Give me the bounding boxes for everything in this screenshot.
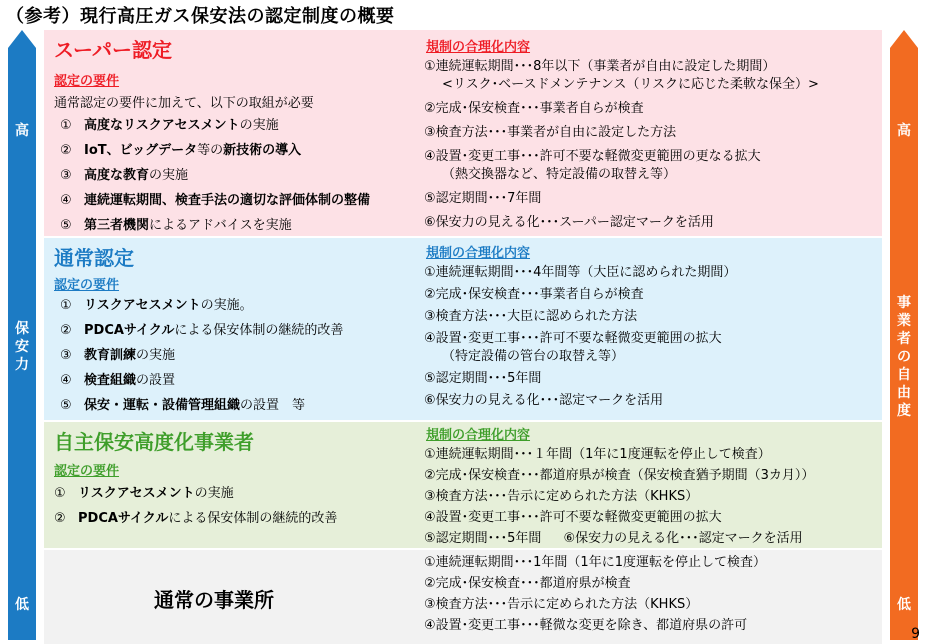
- list-item: ⑤ 第三者機関によるアドバイスを実施: [60, 218, 292, 233]
- list-item: ②完成･保安検査･･･都道府県が検査: [424, 576, 631, 591]
- list-item: ① リスクアセスメントの実施。: [60, 298, 253, 313]
- list-item: ③ 高度な教育の実施: [60, 168, 189, 183]
- list-item: ②完成･保安検査･･･都道府県が検査（保安検査猶予期間（3カ月））: [424, 468, 815, 483]
- page-number: 9: [911, 626, 920, 642]
- super-req-heading: 認定の要件: [54, 74, 120, 89]
- list-item: ① リスクアセスメントの実施: [54, 486, 234, 501]
- super-reg-list: [424, 58, 819, 238]
- safety-power-label: 保 安 力: [15, 321, 29, 373]
- list-item: ②完成･保安検査･･･事業者自らが検査: [424, 101, 644, 116]
- list-item: ② IoT、ビッグデータ等の新技術の導入: [60, 143, 302, 158]
- list-item: ③検査方法･･･告示に定められた方法（KHKS）: [424, 597, 699, 612]
- safety-level-arrow: [8, 30, 36, 640]
- list-item: ③検査方法･･･大臣に認められた方法: [424, 309, 638, 324]
- voluntary-title: 自主保安高度化事業者: [54, 430, 254, 454]
- list-item: ⑥保安力の見える化･･･スーパー認定マークを活用: [424, 215, 714, 230]
- normal-certification-panel: [44, 238, 882, 420]
- super-title: スーパー認定: [54, 38, 172, 62]
- normal-title: 通常認定: [54, 246, 134, 270]
- freedom-label: 事 業 者 の 自 由 度: [897, 295, 911, 419]
- safety-high-label: 高: [15, 123, 29, 139]
- freedom-low-label: 低: [897, 597, 911, 613]
- list-item: ①連続運転期間･･･8年以下（事業者が自由に設定した期間） <リスク･ベースドメンテナンス（リスクに応じた柔軟な保全）>: [424, 59, 819, 92]
- freedom-high-label: 高: [897, 123, 911, 139]
- super-reg-heading: 規制の合理化内容: [426, 40, 531, 55]
- list-item: ② PDCAサイクルによる保安体制の継続的改善: [54, 511, 338, 526]
- list-item: ④設置･変更工事･･･許可不要な軽微変更範囲の更なる拡大 （熱交換器など、特定設備の取替え等）: [424, 149, 761, 182]
- list-item: ⑥保安力の見える化･･･認定マークを活用: [424, 393, 664, 408]
- list-item: ④設置･変更工事･･･許可不要な軽微変更範囲の拡大 （特定設備の管台の取替え等）: [424, 331, 722, 364]
- super-intro: 通常認定の要件に加えて、以下の取組が必要: [54, 96, 314, 111]
- list-item: ① 高度なリスクアセスメントの実施: [60, 118, 279, 133]
- ordinary-title: 通常の事業所: [154, 588, 274, 612]
- voluntary-reg-heading: 規制の合理化内容: [426, 428, 531, 443]
- ordinary-site-panel: [44, 550, 882, 644]
- freedom-level-arrow: [890, 30, 918, 640]
- voluntary-reg-list: [424, 446, 814, 551]
- page-title: （参考）現行高圧ガス保安法の認定制度の概要: [6, 6, 395, 27]
- super-certification-panel: [44, 30, 882, 236]
- list-item: ④設置･変更工事･･･軽微な変更を除き、都道府県の許可: [424, 618, 748, 633]
- super-req-list: [60, 116, 370, 241]
- list-item: ⑤認定期間･･･7年間: [424, 191, 542, 206]
- list-item: ③検査方法･･･告示に定められた方法（KHKS）: [424, 489, 699, 504]
- list-item: ④ 連続運転期間、検査手法の適切な評価体制の整備: [60, 193, 371, 208]
- ordinary-reg-list: [424, 554, 766, 638]
- voluntary-req-heading: 認定の要件: [54, 464, 120, 479]
- list-item: ⑤認定期間･･･5年間: [424, 371, 542, 386]
- list-item: ③ 教育訓練の実施: [60, 348, 176, 363]
- list-item: ①連続運転期間･･･1年間（1年に1度運転を停止して検査）: [424, 555, 766, 570]
- normal-req-list: [60, 296, 343, 421]
- normal-reg-heading: 規制の合理化内容: [426, 246, 531, 261]
- normal-req-heading: 認定の要件: [54, 278, 120, 293]
- list-item: ①連続運転期間･･･4年間等（大臣に認められた期間）: [424, 265, 737, 280]
- safety-low-label: 低: [15, 597, 29, 613]
- list-item: ④設置･変更工事･･･許可不要な軽微変更範囲の拡大: [424, 510, 722, 525]
- normal-reg-list: [424, 264, 736, 414]
- list-item: ⑤認定期間･･･5年間 ⑥保安力の見える化･･･認定マークを活用: [424, 531, 803, 546]
- voluntary-safety-panel: [44, 422, 882, 548]
- list-item: ⑤ 保安・運転・設備管理組織の設置 等: [60, 398, 306, 413]
- list-item: ④ 検査組織の設置: [60, 373, 176, 388]
- list-item: ①連続運転期間･･･１年間（1年に1度運転を停止して検査）: [424, 447, 771, 462]
- list-item: ③検査方法･･･事業者が自由に設定した方法: [424, 125, 677, 140]
- list-item: ② PDCAサイクルによる保安体制の継続的改善: [60, 323, 344, 338]
- voluntary-req-list: [54, 484, 337, 534]
- list-item: ②完成･保安検査･･･事業者自らが検査: [424, 287, 644, 302]
